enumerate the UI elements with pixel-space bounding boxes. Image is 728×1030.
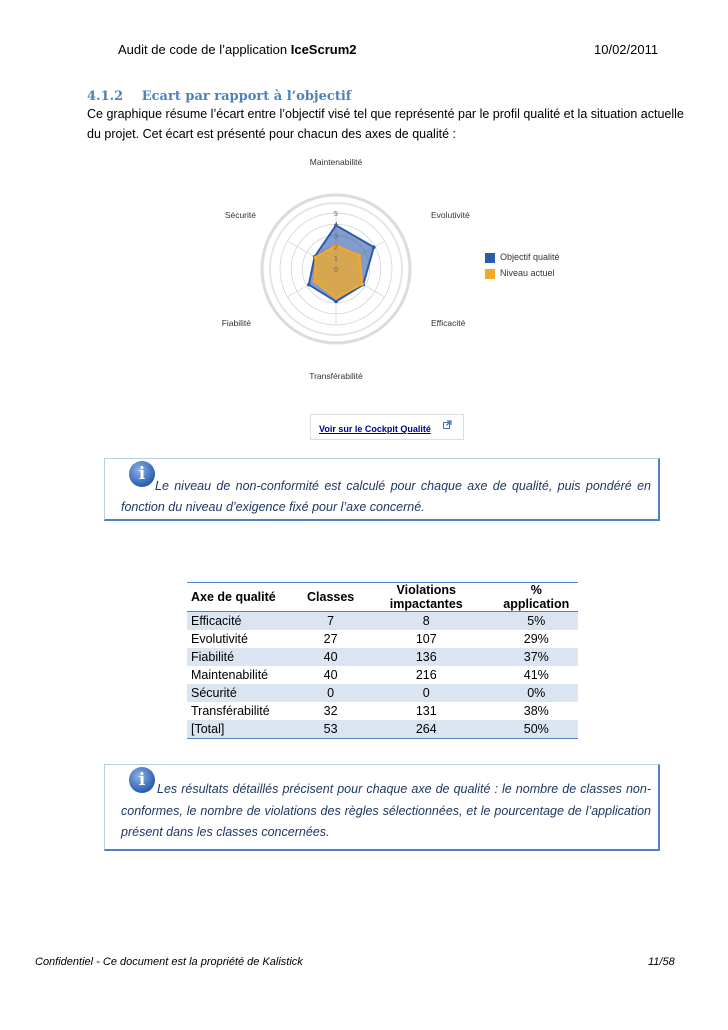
quality-table [187, 582, 578, 739]
external-link-icon[interactable] [443, 420, 452, 429]
table-cell: Sécurité [187, 684, 303, 702]
table-cell: 41% [523, 668, 549, 682]
radar-point [307, 283, 311, 287]
table-cell: Maintenabilité [191, 668, 269, 682]
table-cell: Efficacité [187, 612, 303, 631]
table-cell: 216 [415, 668, 437, 682]
legend-label-objectif: Objectif qualité [500, 252, 560, 262]
table-row [187, 612, 578, 631]
table-row [187, 702, 578, 720]
legend-swatch-niveau [485, 269, 495, 279]
table-row [187, 666, 578, 684]
axis-label: Fiabilité [221, 318, 251, 328]
column-header: Axe de qualité [187, 583, 303, 612]
note2-line-2: conformes, le nombre de violations des règles sélectionnées, et le pourcentage de l’application [121, 804, 651, 818]
header-prefix: Audit de code de l’application [118, 42, 291, 57]
tick-label: 0 [334, 267, 338, 274]
paragraph-line-1: Ce graphique résume l’écart entre l’objectif visé tel que représenté par le profil qualité et la situation actuelle [87, 107, 684, 121]
legend-label-niveau: Niveau actuel [500, 268, 555, 278]
radar-point [314, 255, 318, 259]
table-row-total [187, 720, 578, 739]
table-cell: 136 [358, 648, 494, 666]
footer-page-number: 11/58 [648, 956, 675, 968]
table-cell: Evolutivité [191, 632, 248, 646]
table-cell: 27 [323, 632, 338, 646]
table-cell: 0 [303, 684, 358, 702]
table-row [187, 684, 578, 702]
info-note-1 [104, 458, 660, 521]
table-cell: 107 [415, 632, 437, 646]
radar-point [313, 280, 317, 284]
axis-label: Evolutivité [431, 210, 470, 220]
tick-label: 5 [334, 211, 338, 218]
table-cell: 7 [303, 612, 358, 631]
paragraph-line-2: du projet. Cet écart est présenté pour chacun des axes de qualité : [87, 127, 456, 141]
table-cell: 264 [358, 720, 494, 739]
table-cell: 8 [358, 612, 494, 631]
radar-point [372, 245, 376, 249]
table-row [187, 648, 578, 666]
note1-line-2: fonction du niveau d’exigence fixé pour l’axe concerné. [121, 500, 425, 514]
radar-point [334, 300, 338, 304]
cockpit-link[interactable]: Voir sur le Cockpit Qualité [319, 424, 431, 434]
section-title: Ecart par rapport à l’objectif [141, 89, 352, 104]
axis-label: Efficacité [431, 318, 466, 328]
radar-point [334, 296, 338, 300]
tick-label: 2 [334, 244, 338, 252]
axis-label: Maintenabilité [309, 157, 363, 167]
tick-label: 4 [334, 222, 338, 230]
note1-line-1: Le niveau de non-conformité est calculé pour chaque axe de qualité, puis pondéré en [155, 479, 651, 493]
tick-label: 3 [334, 233, 338, 241]
footer-confidential: Confidentiel - Ce document est la propriété de Kalistick [35, 956, 303, 968]
table-cell: 40 [303, 648, 358, 666]
radar-chart [210, 153, 510, 388]
table-cell: 50% [494, 720, 578, 739]
radar-point [357, 254, 361, 258]
table-cell: 40 [323, 668, 338, 682]
table-cell: 32 [323, 704, 338, 718]
info-icon: i [129, 767, 155, 793]
table-cell: 0% [494, 684, 578, 702]
legend-swatch-objectif [485, 253, 495, 263]
table-row [187, 630, 578, 648]
cockpit-link-box [310, 414, 464, 440]
header-date: 10/02/2011 [594, 42, 659, 57]
note2-line-1: Les résultats détaillés précisent pour chaque axe de qualité : le nombre de classes non- [157, 782, 651, 796]
table-cell: 5% [494, 612, 578, 631]
note2-line-3: présent dans les classes concernées. [121, 825, 330, 839]
info-note-2 [104, 764, 660, 851]
info-icon: i [129, 461, 155, 487]
section-paragraph [87, 104, 697, 144]
section-heading [87, 89, 351, 104]
header-app-name: IceScrum2 [290, 42, 357, 57]
column-header: Classes [303, 583, 358, 612]
tick-label: 1 [334, 255, 338, 263]
table-cell: 0 [358, 684, 494, 702]
table-cell: [Total] [187, 720, 303, 739]
section-number: 4.1.2 [87, 89, 124, 104]
table-cell: 37% [494, 648, 578, 666]
table-cell: Fiabilité [187, 648, 303, 666]
axis-label: Sécurité [224, 210, 256, 220]
table-cell: 53 [303, 720, 358, 739]
table-cell: 38% [523, 704, 549, 718]
table-cell: Transférabilité [191, 704, 270, 718]
radar-point [360, 282, 364, 286]
column-header: % application [494, 583, 578, 612]
page-header [118, 42, 357, 57]
table-cell: 131 [415, 704, 437, 718]
axis-label: Transférabilité [309, 371, 363, 381]
table-header-row [187, 583, 578, 612]
table-cell: 29% [523, 632, 549, 646]
column-header: Violations impactantes [358, 583, 494, 612]
